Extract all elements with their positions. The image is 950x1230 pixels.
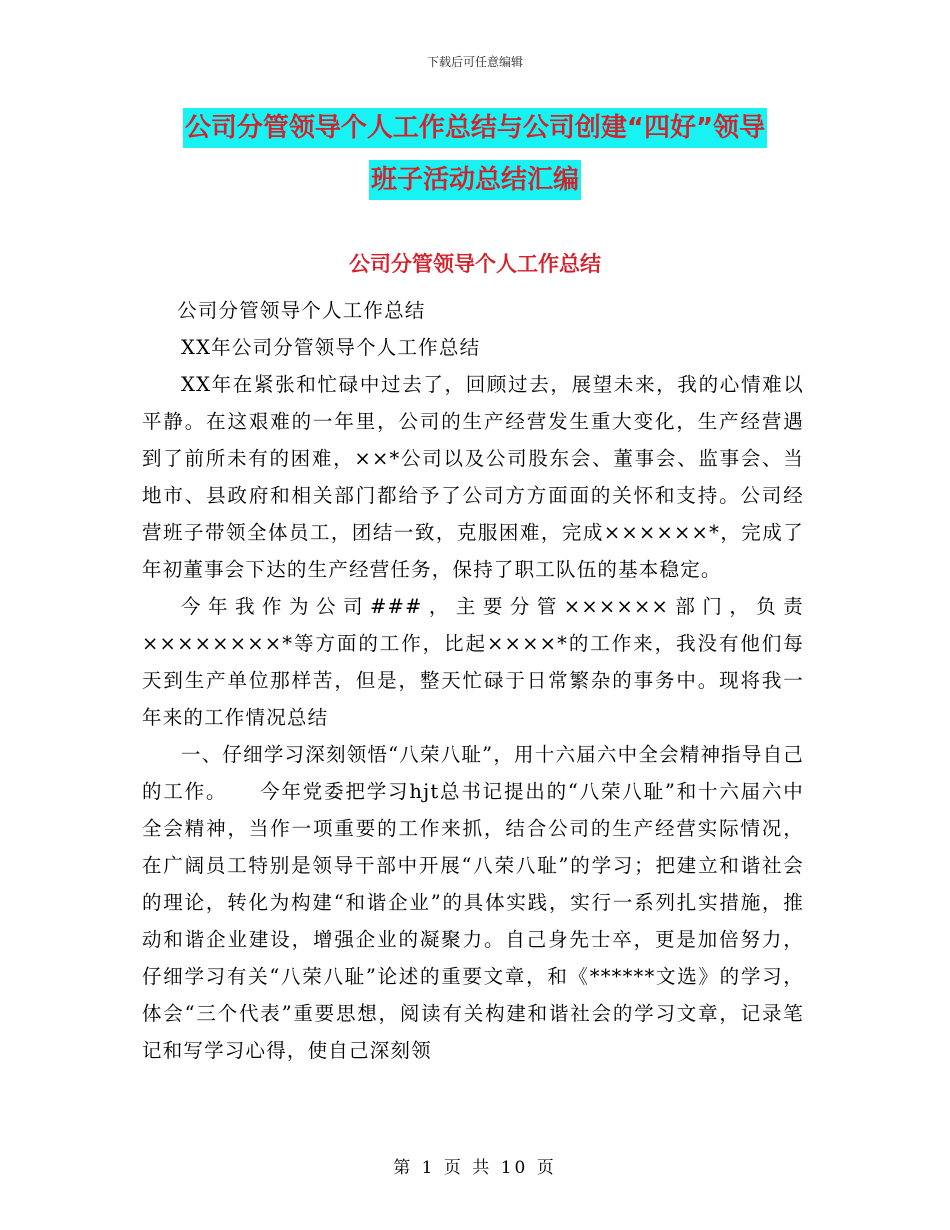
document-body xyxy=(142,292,804,1069)
page-header-note: 下载后可任意编辑 xyxy=(426,55,523,69)
document-title-line-2: 班子活动总结汇编 xyxy=(369,160,581,200)
paragraph-duties: 今年我作为公司###，主要分管××××××部门，负责××××××××*等方面的工作，比起××××*的工作来，我没有他们每天到生产单位那样苦，但是，整天忙碌于日常繁杂的事务中。现将我一年来的工作情况总结 xyxy=(142,595,804,729)
paragraph-subtitle: 公司分管领导个人工作总结 xyxy=(177,299,426,322)
paragraph-year-title: XX年公司分管领导个人工作总结 xyxy=(181,336,481,359)
paragraph-intro: XX年在紧张和忙碌中过去了，回顾过去，展望未来，我的心情难以平静。在这艰难的一年里，公司的生产经营发生重大变化，生产经营遇到了前所未有的困难，××*公司以及公司股东会、董事会、监事会、当地市、县政府和相关部门都给予了公司方方面面的关怀和支持。公司经营班子带领全体员工，团结一致，克服困难，完成××××××*，完成了年初董事会下达的生产经营任务，保持了职工队伍的基本稳定。 xyxy=(142,373,804,581)
page-number: 第 1 页 共 10 页 xyxy=(393,1158,557,1178)
document-title-line-1: 公司分管领导个人工作总结与公司创建“四好”领导 xyxy=(183,108,767,148)
paragraph-section-one: 一、仔细学习深刻领悟“八荣八耻”，用十六届六中全会精神指导自己的工作。 今年党委把学习hjt总书记提出的“八荣八耻”和十六届六中全会精神，当作一项重要的工作来抓，结合公司的生产经营实际情况，在广阔员工特别是领导干部中开展“八荣八耻”的学习；把建立和谐社会的理论，转化为构建“和谐企业”的具体实践，实行一系列扎实措施，推动和谐企业建设，增强企业的凝聚力。自己身先士卒，更是加倍努力，仔细学习有关“八荣八耻”论述的重要文章，和《******文选》的学习，体会“三个代表”重要思想，阅读有关构建和谐社会的学习文章，记录笔记和写学习心得，使自己深刻领 xyxy=(142,743,804,1062)
section-title: 公司分管领导个人工作总结 xyxy=(349,252,601,276)
document-title xyxy=(140,108,810,200)
